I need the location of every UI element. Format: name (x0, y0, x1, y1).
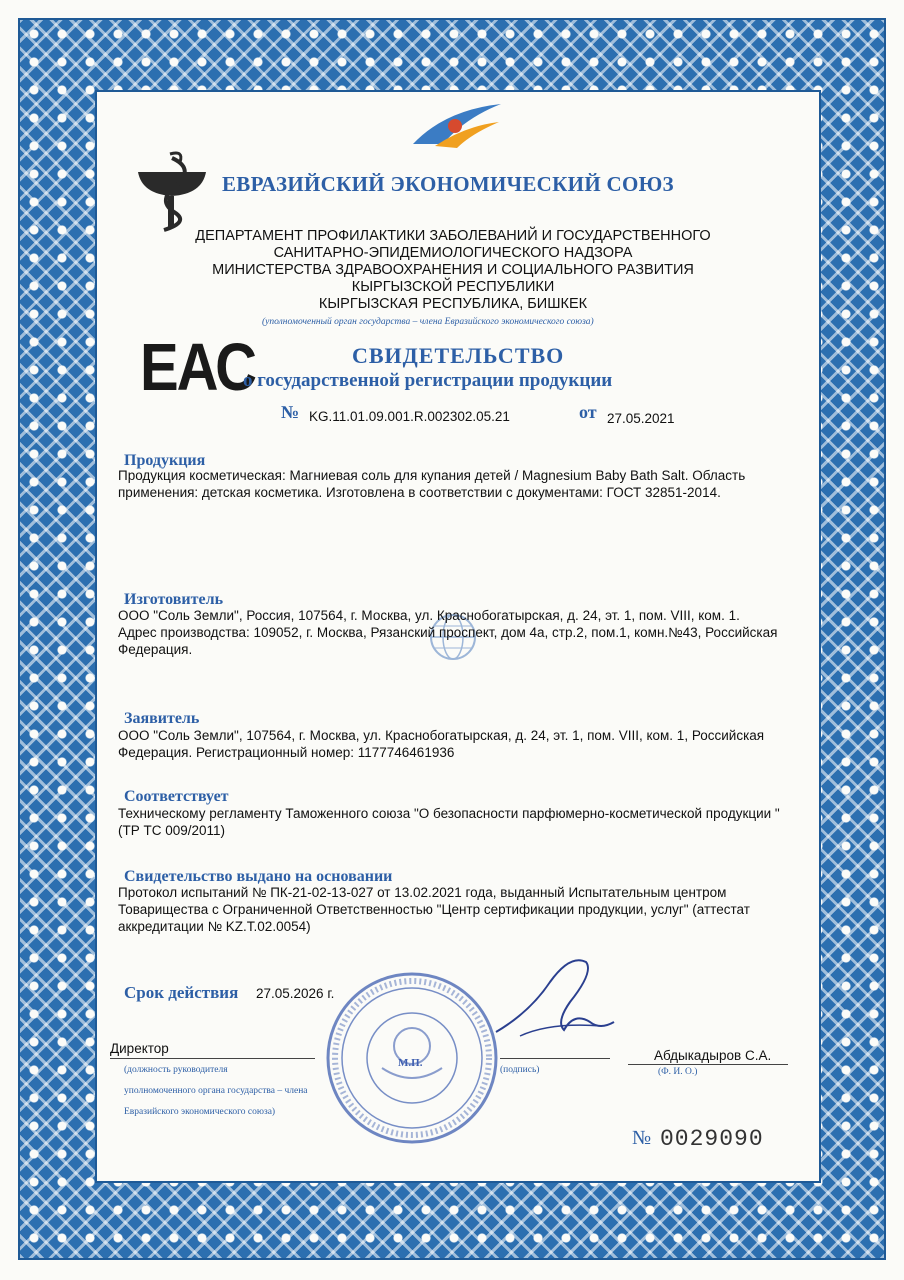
serial-number: 0029090 (660, 1126, 764, 1152)
eaeu-emblem-icon (405, 100, 505, 150)
department-line: КЫРГЫЗСКАЯ РЕСПУБЛИКА, БИШКЕК (318, 296, 588, 312)
department-line: КЫРГЫЗСКОЙ РЕСПУБЛИКИ (351, 279, 555, 295)
certificate-title: СВИДЕТЕЛЬСТВО (352, 343, 565, 368)
department-line: МИНИСТЕРСТВА ЗДРАВООХРАНЕНИЯ И СОЦИАЛЬНОГО РАЗВИТИЯ (212, 262, 694, 278)
signature-note: (подпись) (500, 1065, 540, 1075)
number-label: № (281, 402, 300, 422)
eac-mark-text: ЕАС (140, 330, 256, 405)
basis-title: Свидетельство выдано на основании (124, 868, 393, 885)
director-name: Абдыкадыров С.А. (654, 1048, 772, 1063)
department-line: ДЕПАРТАМЕНТ ПРОФИЛАКТИКИ ЗАБОЛЕВАНИЙ И ГОСУДАРСТВЕННОГО (195, 228, 711, 244)
signature-icon (490, 952, 620, 1042)
basis-body: Протокол испытаний № ПК-21-02-13-027 от 13.02.2021 года, выданный Испытательным центром Товарищества с Ограниченной Ответственностью "Центр сертификации продукции, услуг" (аттестат аккредитации № KZ.T.02.0054) (118, 885, 750, 934)
validity-label: Срок действия (124, 983, 239, 1002)
product-title: Продукция (124, 452, 206, 469)
eac-mark (140, 330, 256, 405)
name-note: (Ф. И. О.) (658, 1067, 698, 1077)
hygieia-bowl-icon (134, 150, 210, 234)
certificate-date: 27.05.2021 (607, 411, 675, 426)
certificate-subtitle: о государственной регистрации продукции (243, 370, 613, 391)
applicant-title: Заявитель (124, 710, 200, 727)
director-position: Директор (110, 1041, 169, 1056)
department-line: САНИТАРНО-ЭПИДЕМИОЛОГИЧЕСКОГО НАДЗОРА (273, 245, 633, 261)
certificate-number: KG.11.01.09.001.R.002302.05.21 (309, 409, 510, 424)
position-note-line: уполномоченного органа государства – члена (124, 1086, 308, 1096)
position-note-line: Евразийского экономического союза) (124, 1107, 276, 1117)
product-body: Продукция косметическая: Магниевая соль для купания детей / Magnesium Baby Bath Salt. Область применения: детская косметика. Изготовлена в соответствии с документами: ГОСТ 32851-2014. (118, 468, 746, 500)
name-line (628, 1064, 788, 1065)
applicant-body: ООО "Соль Земли", 107564, г. Москва, ул. Краснобогатырская, д. 24, эт. 1, пом. VIII, ком. 1, Российская Федерация. Регистрационный номер: 1177746461936 (118, 728, 765, 760)
conforms-title: Соответствует (124, 788, 229, 805)
department-block (178, 228, 728, 313)
position-note (124, 1060, 308, 1123)
date-label: от (579, 402, 597, 422)
union-title: ЕВРАЗИЙСКИЙ ЭКОНОМИЧЕСКИЙ СОЮЗ (222, 172, 674, 196)
position-note-line: (должность руководителя (124, 1065, 228, 1075)
serial-label: № (632, 1127, 652, 1149)
position-line (110, 1058, 315, 1059)
manufacturer-body: ООО "Соль Земли", Россия, 107564, г. Москва, ул. Краснобогатырская, д. 24, эт. 1, пом. VIII, ком. 1. Адрес производства: 109052, г. Москва, Рязанский проспект, дом 4а, стр.2, пом.1, комн.№43, Российская Федерация. (118, 608, 778, 657)
authority-note: (уполномоченный орган государства – члена Евразийского экономического союза) (262, 317, 594, 327)
validity-date: 27.05.2026 г. (256, 986, 335, 1001)
stamp-label: М.П. (398, 1057, 423, 1069)
conforms-body: Техническому регламенту Таможенного союза "О безопасности парфюмерно-косметической продукции " (ТР ТС 009/2011) (118, 806, 780, 838)
manufacturer-title: Изготовитель (124, 591, 224, 608)
signature-line (500, 1058, 610, 1059)
